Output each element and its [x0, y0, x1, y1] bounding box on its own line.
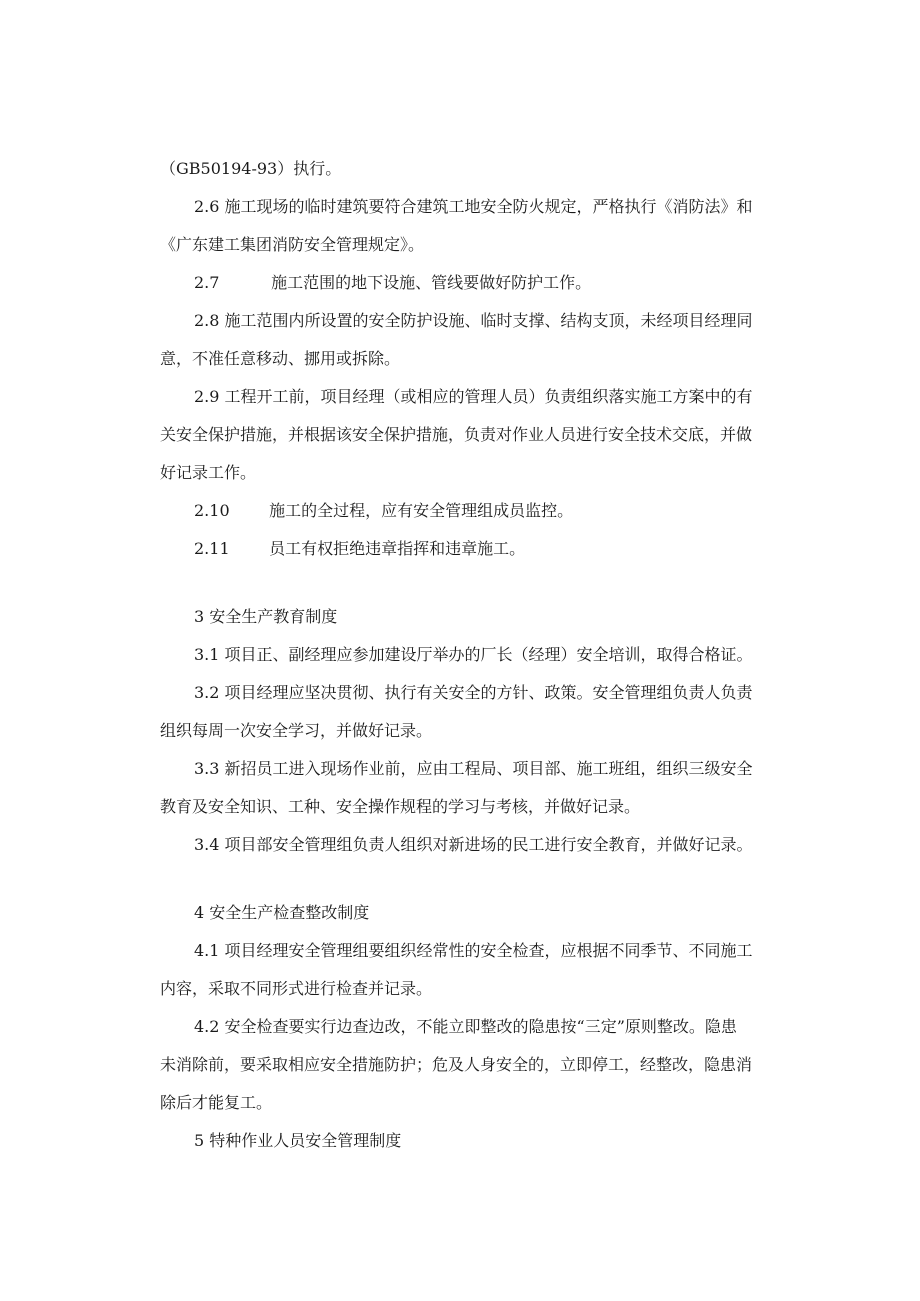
clause-number: 2.7: [194, 273, 220, 292]
section-heading-4: 4 安全生产检查整改制度: [194, 903, 370, 922]
clause-number: 3.2: [194, 683, 220, 702]
paragraph-line: 关安全保护措施，并根据该安全保护措施，负责对作业人员进行安全技术交底，并做: [160, 425, 753, 444]
clause-3-3: [160, 750, 810, 788]
clause-text: 项目部安全管理组负责人组织对新进场的民工进行安全教育，并做好记录。: [224, 835, 753, 854]
section-gap: [160, 864, 810, 894]
clause-number: 3.1: [194, 645, 220, 664]
clause-text: 新招员工进入现场作业前，应由工程局、项目部、施工班组，组织三级安全: [224, 759, 753, 778]
clause-number: 2.9: [194, 387, 220, 406]
paragraph-line: 意，不准任意移动、挪用或拆除。: [160, 349, 401, 368]
clause-2-10: [160, 492, 810, 530]
clause-2-6: [160, 188, 810, 226]
section-heading-5: 5 特种作业人员安全管理制度: [194, 1131, 402, 1150]
section-gap: [160, 568, 810, 598]
clause-3-2: [160, 674, 810, 712]
clause-2-8: [160, 302, 810, 340]
clause-4-1: [160, 932, 810, 970]
clause-text: 员工有权拒绝违章指挥和违章施工。: [269, 539, 526, 558]
clause-text: 项目经理安全管理组要组织经常性的安全检查，应根据不同季节、不同施工: [224, 941, 753, 960]
clause-text: 施工现场的临时建筑要符合建筑工地安全防火规定，严格执行《消防法》和: [224, 197, 753, 216]
paragraph-line: 《广东建工集团消防安全管理规定》。: [160, 235, 425, 254]
clause-text: 项目正、副经理应参加建设厅举办的厂长（经理）安全培训，取得合格证。: [224, 645, 753, 664]
clause-2-9: [160, 378, 810, 416]
clause-text: 施工范围内所设置的安全防护设施、临时支撑、结构支顶，未经项目经理同: [224, 311, 753, 330]
clause-text: 施工范围的地下设施、管线要做好防护工作。: [271, 273, 592, 292]
paragraph-line: 好记录工作。: [160, 463, 257, 482]
paragraph-line: 教育及安全知识、工种、安全操作规程的学习与考核，并做好记录。: [160, 797, 641, 816]
clause-2-7: [160, 264, 810, 302]
paragraph-line: 内容，采取不同形式进行检查并记录。: [160, 979, 433, 998]
clause-number: 4.2: [194, 1017, 220, 1036]
paragraph-line: 未消除前，要采取相应安全措施防护；危及人身安全的，立即停工，经整改，隐患消: [160, 1055, 753, 1074]
clause-text: 项目经理应坚决贯彻、执行有关安全的方针、政策。安全管理组负责人负责: [224, 683, 753, 702]
clause-number: 2.8: [194, 311, 220, 330]
section-heading-3: 3 安全生产教育制度: [194, 607, 338, 626]
paragraph-line: 组织每周一次安全学习，并做好记录。: [160, 721, 433, 740]
clause-number: 4.1: [194, 941, 220, 960]
clause-number: 3.3: [194, 759, 220, 778]
clause-number: 3.4: [194, 835, 220, 854]
clause-text: 施工的全过程，应有安全管理组成员监控。: [269, 501, 574, 520]
clause-number: 2.10: [194, 501, 230, 520]
clause-text: 安全检查要实行边查边改，不能立即整改的隐患按“三定”原则整改。隐患: [224, 1017, 737, 1036]
clause-4-2: [160, 1008, 810, 1046]
paragraph-line: （GB50194-93）执行。: [160, 159, 342, 178]
clause-2-11: [160, 530, 810, 568]
clause-number: 2.6: [194, 197, 220, 216]
document-body: [160, 150, 810, 1160]
clause-number: 2.11: [194, 539, 230, 558]
clause-3-4: [160, 826, 810, 864]
clause-3-1: [160, 636, 810, 674]
clause-text: 工程开工前，项目经理（或相应的管理人员）负责组织落实施工方案中的有: [224, 387, 753, 406]
paragraph-line: 除后才能复工。: [160, 1093, 273, 1112]
